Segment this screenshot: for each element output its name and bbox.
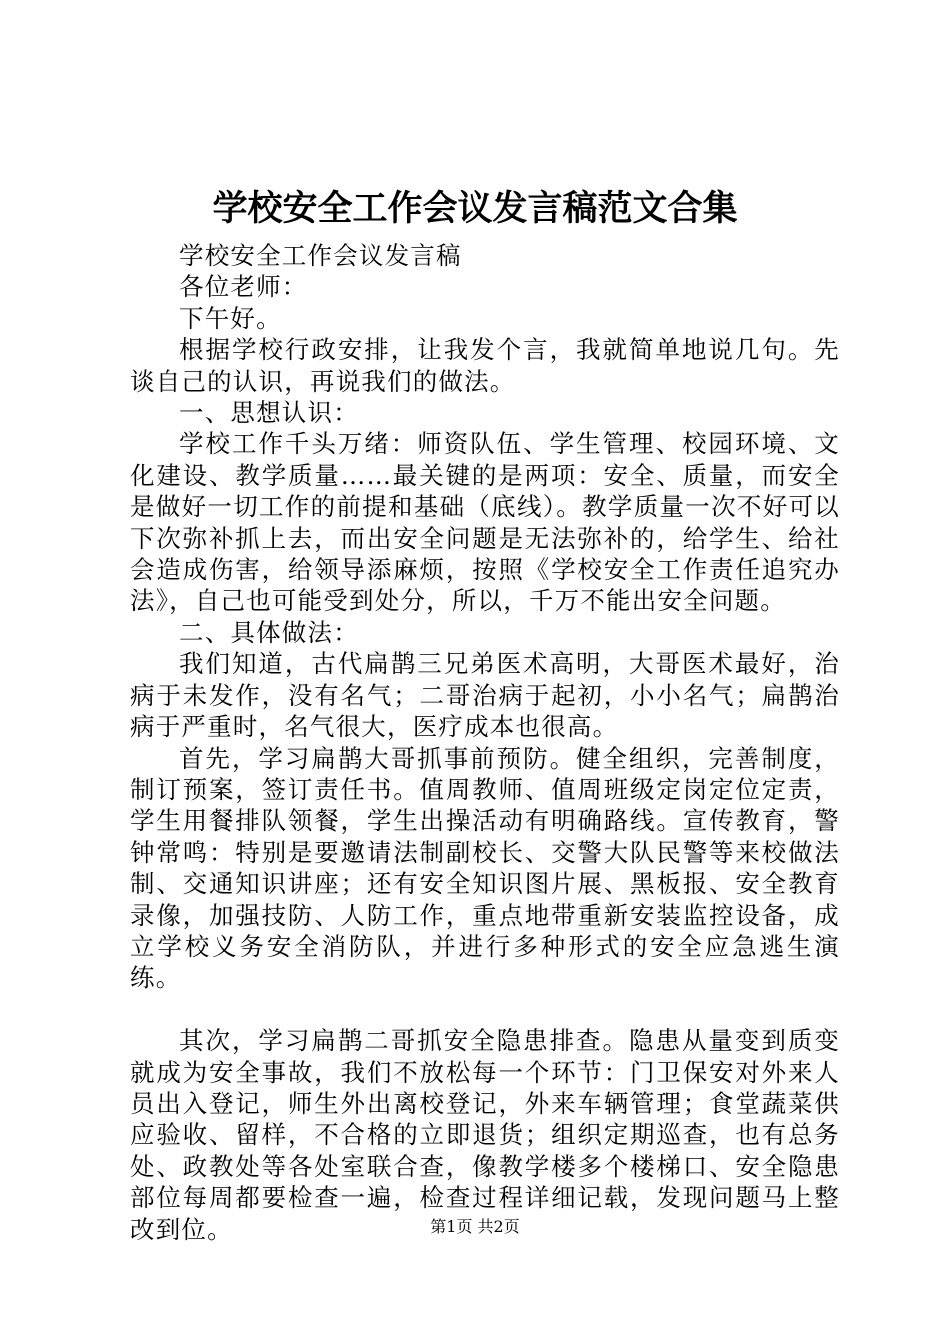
paragraph-first: 首先，学习扁鹊大哥抓事前预防。健全组织，完善制度，制订预案，签订责任书。值周教师、值周班级定岗定位定责，学生用餐排队领餐，学生出操活动有明确路线。宣传教育，警钟常鸣：特别是要邀请法制副校长、交警大队民警等来校做法制、交通知识讲座；还有安全知识图片展、黑板报、安全教育录像，加强技防、人防工作，重点地带重新安装监控设备，成立学校义务安全消防队，并进行多种形式的安全应急逃生演练。 bbox=[130, 743, 840, 993]
paragraph-heading: 学校安全工作会议发言稿 bbox=[179, 241, 462, 270]
section-heading-2: 二、具体做法： bbox=[179, 617, 359, 647]
paragraph-second: 其次，学习扁鹊二哥抓安全隐患排查。隐患从量变到质变就成为安全事故，我们不放松每一个环节：门卫保安对外来人员出入登记，师生外出离校登记，外来车辆管理；食堂蔬菜供应验收、留样，不合格的立即退货；组织定期巡查，也有总务处、政教处等各处室联合查，像教学楼多个楼梯口、安全隐患部位每周都要检查一遍，检查过程详细记载，发现问题马上整改到位。 bbox=[130, 1026, 840, 1244]
paragraph-greeting: 下午好。 bbox=[179, 303, 282, 333]
paragraph-awareness: 学校工作千头万绪：师资队伍、学生管理、校园环境、文化建设、教学质量……最关键的是两项：安全、质量，而安全是做好一切工作的前提和基础（底线）。教学质量一次不好可以下次弥补抓上去，而出安全问题是无法弥补的，给学生、给社会造成伤害，给领导添麻烦，按照《学校安全工作责任追究办法》，自己也可能受到处分，所以，千万不能出安全问题。 bbox=[130, 429, 840, 616]
document-body bbox=[130, 240, 840, 1245]
paragraph-story: 我们知道，古代扁鹊三兄弟医术高明，大哥医术最好，治病于未发作，没有名气；二哥治病于起初，小小名气；扁鹊治病于严重时，名气很大，医疗成本也很高。 bbox=[130, 649, 840, 742]
section-heading-1: 一、思想认识： bbox=[179, 398, 359, 428]
paragraph-salutation: 各位老师： bbox=[179, 272, 308, 302]
paragraph-intro: 根据学校行政安排，让我发个言，我就简单地说几句。先谈自己的认识，再说我们的做法。 bbox=[130, 335, 840, 396]
paragraph-spacer bbox=[130, 994, 840, 1025]
document-title: 学校安全工作会议发言稿范文合集 bbox=[212, 188, 738, 229]
page-footer: 第1页 共2页 bbox=[430, 1217, 520, 1236]
